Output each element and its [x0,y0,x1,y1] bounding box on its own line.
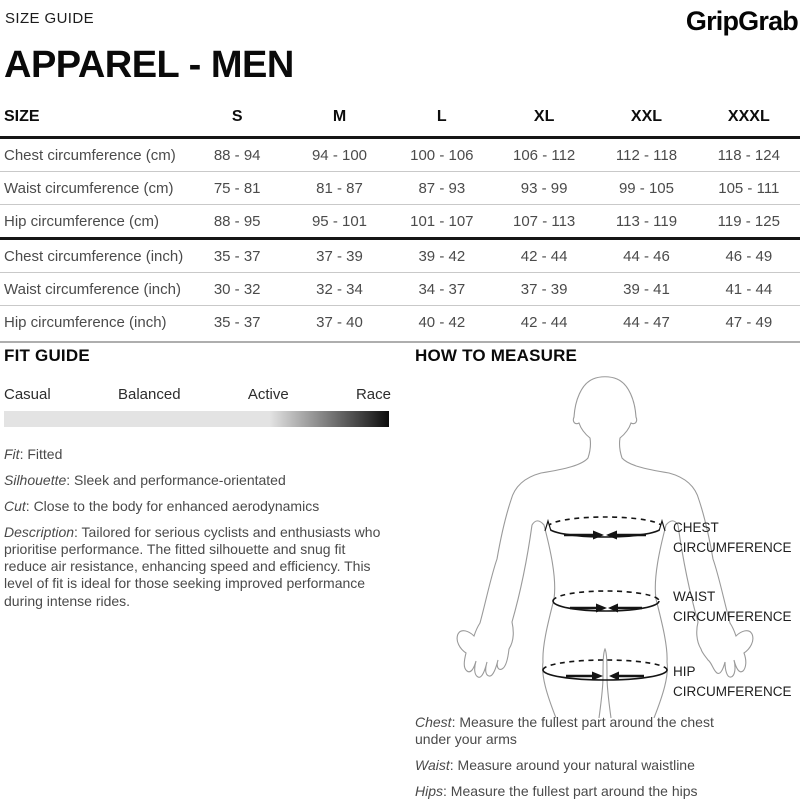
row-label: Chest circumference (cm) [0,138,186,172]
measurement-marks [543,517,667,681]
waist-measure-line [553,591,659,613]
column-header-xxl: XXL [595,102,697,138]
fit-attribute-line: Fit: Fitted [4,446,63,462]
column-header-xl: XL [493,102,595,138]
table-row [0,239,800,273]
row-label: Hip circumference (inch) [0,306,186,343]
size-value-cell: 112 - 118 [595,138,697,172]
table-row [0,273,800,306]
fit-guide-heading: FIT GUIDE [4,346,90,365]
size-value-cell: 118 - 124 [698,138,800,172]
waist-circumference-label: WAIST CIRCUMFERENCE [673,589,792,625]
chest-measure-line [545,517,665,540]
size-value-cell: 41 - 44 [698,273,800,306]
hip-measure-line [543,660,667,681]
size-value-cell: 119 - 125 [698,205,800,239]
measure-instructions [415,714,753,809]
fit-scale-labels [4,386,392,403]
fit-gradient-bar [4,411,389,427]
column-header-s: S [186,102,288,138]
top-bar [5,8,798,35]
size-value-cell: 37 - 39 [288,239,390,273]
table-row [0,205,800,239]
chest-circumference-label: CHEST CIRCUMFERENCE [673,520,792,556]
size-value-cell: 40 - 42 [391,306,493,343]
size-value-cell: 46 - 49 [698,239,800,273]
measure-instruction-line: Hips: Measure the fullest part around the hips [415,783,698,800]
column-header-xxxl: XXXL [698,102,800,138]
row-label: Hip circumference (cm) [0,205,186,239]
row-label: Waist circumference (cm) [0,172,186,205]
size-value-cell: 95 - 101 [288,205,390,239]
size-value-cell: 81 - 87 [288,172,390,205]
size-value-cell: 105 - 111 [698,172,800,205]
size-value-cell: 47 - 49 [698,306,800,343]
size-value-cell: 88 - 95 [186,205,288,239]
fit-attribute-line: Description: Tailored for serious cyclists and enthusiasts who prioritise performance. The fitted silhouette and snug fit reduce air resistance, enhancing speed and efficiency. This level of fit is ideal for those seeking improved performance during intense rides. [4,524,381,609]
size-value-cell: 42 - 44 [493,239,595,273]
row-label: Waist circumference (inch) [0,273,186,306]
measure-instruction-line: Waist: Measure around your natural waistline [415,757,695,774]
size-table-body [0,138,800,343]
size-value-cell: 106 - 112 [493,138,595,172]
size-value-cell: 107 - 113 [493,205,595,239]
fit-attribute-line: Silhouette: Sleek and performance-orientated [4,472,286,489]
table-row [0,138,800,172]
how-to-measure-heading: HOW TO MEASURE [415,346,578,365]
size-value-cell: 44 - 47 [595,306,697,343]
hip-circumference-label: HIP CIRCUMFERENCE [673,664,792,700]
column-header-m: M [288,102,390,138]
size-value-cell: 44 - 46 [595,239,697,273]
size-value-cell: 42 - 44 [493,306,595,343]
scale-label-casual: Casual [4,386,51,403]
measure-instruction-line: Chest: Measure the fullest part around the chest under your arms [415,714,714,748]
fit-attributes [4,446,392,610]
size-value-cell: 113 - 119 [595,205,697,239]
fit-guide-section [4,340,392,619]
size-value-cell: 37 - 39 [493,273,595,306]
gripgrab-logo: GripGrab [685,6,798,36]
size-value-cell: 99 - 105 [595,172,697,205]
size-value-cell: 39 - 41 [595,273,697,306]
size-value-cell: 101 - 107 [391,205,493,239]
size-value-cell: 100 - 106 [391,138,493,172]
page-title: SIZE GUIDE [5,10,95,27]
size-value-cell: 39 - 42 [391,239,493,273]
column-header-l: L [391,102,493,138]
fit-attribute-line: Cut: Close to the body for enhanced aerodynamics [4,498,320,515]
how-to-measure-section [415,340,800,800]
size-value-cell: 34 - 37 [391,273,493,306]
apparel-men-heading: APPAREL - MEN [4,44,294,86]
size-value-cell: 94 - 100 [288,138,390,172]
size-value-cell: 87 - 93 [391,172,493,205]
table-row [0,172,800,205]
row-label: Chest circumference (inch) [0,239,186,273]
size-value-cell: 35 - 37 [186,239,288,273]
scale-label-balanced: Balanced [117,386,181,403]
size-table-header-row [0,102,800,138]
size-table [0,102,800,343]
size-value-cell: 88 - 94 [186,138,288,172]
size-value-cell: 37 - 40 [288,306,390,343]
size-value-cell: 93 - 99 [493,172,595,205]
table-row [0,306,800,343]
scale-label-race: Race [355,386,391,403]
size-value-cell: 35 - 37 [186,306,288,343]
size-value-cell: 75 - 81 [186,172,288,205]
size-value-cell: 32 - 34 [288,273,390,306]
scale-label-active: Active [247,386,289,403]
column-header-size: SIZE [0,102,186,138]
size-value-cell: 30 - 32 [186,273,288,306]
